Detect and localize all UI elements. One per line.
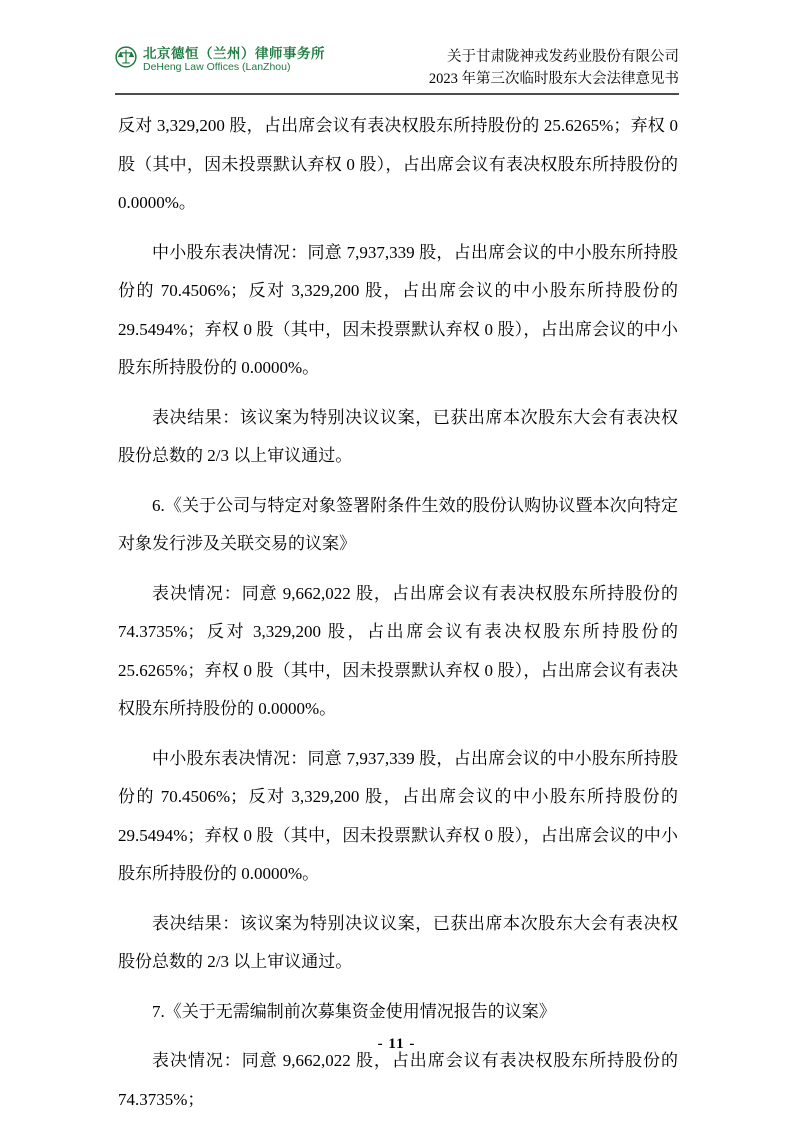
paragraph-proposal-6-title: 6.《关于公司与特定对象签署附条件生效的股份认购协议暨本次向特定对象发行涉及关联交易的议案》 — [118, 495, 678, 553]
document-body — [118, 107, 678, 1122]
paragraph-vote-result-2: 表决结果：该议案为特别决议议案，已获出席本次股东大会有表决权股份总数的 2/3 以上审议通过。 — [118, 913, 678, 971]
paragraph-proposal-7-title: 7.《关于无需编制前次募集资金使用情况报告的议案》 — [152, 1001, 556, 1021]
paragraph-vote-result-1: 表决结果：该议案为特别决议议案，已获出席本次股东大会有表决权股份总数的 2/3 以上审议通过。 — [118, 407, 678, 465]
paragraph-minor-shareholders-vote-2: 中小股东表决情况：同意 7,937,339 股，占出席会议的中小股东所持股份的 70.4506%；反对 3,329,200 股，占出席会议的中小股东所持股份的 29.5494%；弃权 0 股（其中，因未投票默认弃权 0 股），占出席会议的中小股东所持股份的 0.0000%。 — [118, 748, 678, 883]
paragraph-vote-continuation: 反对 3,329,200 股，占出席会议有表决权股东所持股份的 25.6265%；弃权 0 股（其中，因未投票默认弃权 0 股），占出席会议有表决权股东所持股份的 0.0000%。 — [118, 116, 678, 212]
deheng-scales-logo-icon — [115, 46, 137, 68]
law-firm-name-cn: 北京德恒（兰州）律师事务所 — [143, 46, 325, 61]
law-firm-logo — [115, 46, 325, 74]
header-divider — [115, 93, 679, 95]
document-title-block — [429, 44, 679, 90]
page-number: - 11 - — [377, 1036, 416, 1052]
law-firm-name-en: DeHeng Law Offices (LanZhou) — [143, 61, 291, 73]
paragraph-proposal-7-vote: 表决情况：同意 9,662,022 股，占出席会议有表决权股东所持股份的 74.3735%； — [118, 1051, 678, 1109]
paragraph-minor-shareholders-vote-1: 中小股东表决情况：同意 7,937,339 股，占出席会议的中小股东所持股份的 70.4506%；反对 3,329,200 股，占出席会议的中小股东所持股份的 29.5494%；弃权 0 股（其中，因未投票默认弃权 0 股），占出席会议的中小股东所持股份的 0.0000%。 — [118, 242, 678, 377]
paragraph-proposal-6-vote: 表决情况：同意 9,662,022 股，占出席会议有表决权股东所持股份的 74.3735%；反对 3,329,200 股，占出席会议有表决权股东所持股份的 25.6265%；弃权 0 股（其中，因未投票默认弃权 0 股），占出席会议有表决权股东所持股份的 0.0000%。 — [118, 583, 678, 718]
document-title-line1: 关于甘肃陇神戎发药业股份有限公司 — [447, 49, 679, 65]
page-header — [115, 44, 679, 95]
document-title-line2: 2023 年第三次临时股东大会法律意见书 — [428, 70, 679, 87]
